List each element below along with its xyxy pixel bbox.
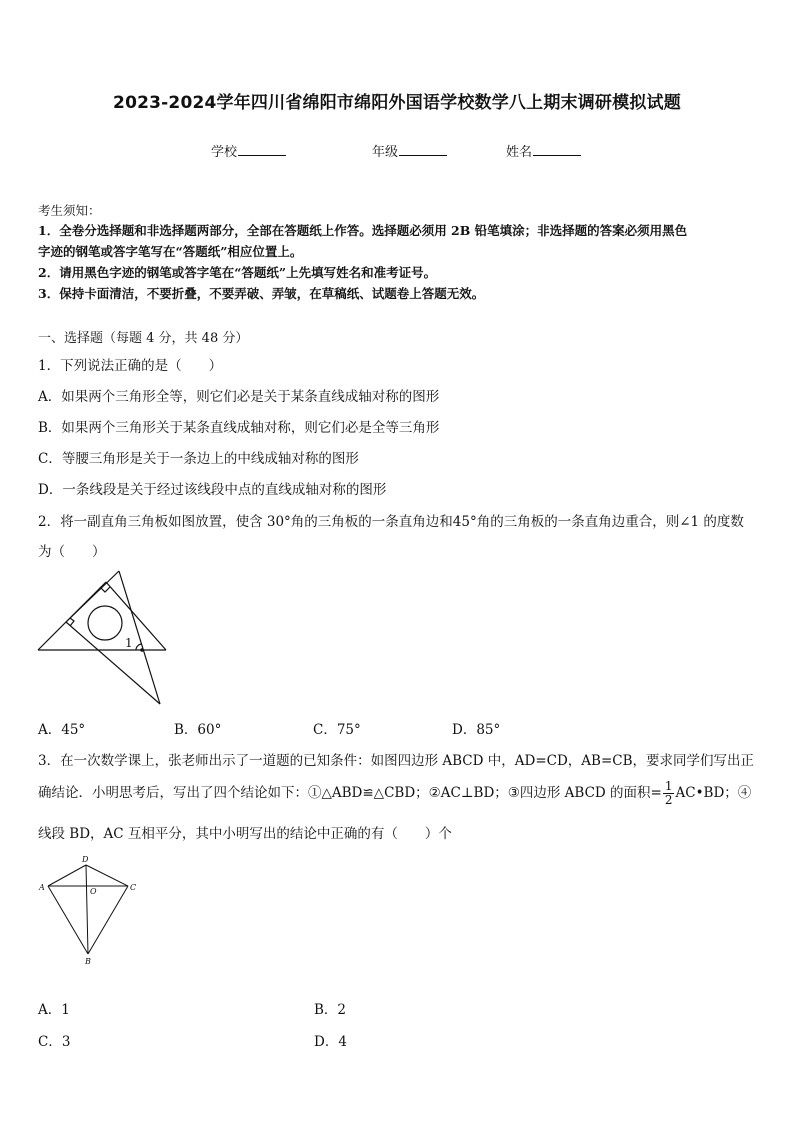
- q3-option-c[interactable]: C．3: [38, 1034, 71, 1050]
- q2-option-d[interactable]: D．85°: [452, 722, 501, 738]
- q2-option-a[interactable]: A．45°: [38, 722, 86, 738]
- q3-quadrilateral-figure: [36, 853, 146, 968]
- point-d-label: D: [82, 855, 89, 864]
- q3-option-a[interactable]: A．1: [38, 1002, 70, 1018]
- point-c-label: C: [130, 883, 137, 892]
- grade-label: 年级: [372, 145, 399, 160]
- name-blank[interactable]: [533, 143, 581, 156]
- q3-option-d[interactable]: D．4: [314, 1034, 347, 1050]
- q1-option-d[interactable]: D．一条线段是关于经过该线段中点的直线成轴对称的图形: [38, 482, 387, 498]
- point-a-label: A: [39, 883, 45, 892]
- q2-stem-line1: 2．将一副直角三角板如图放置，使含 30°角的三角板的一条直角边和45°角的三角板的一条直角边重合，则∠1 的度数: [38, 514, 744, 530]
- q3-option-b[interactable]: B．2: [314, 1002, 347, 1018]
- school-field[interactable]: [211, 141, 286, 160]
- q1-option-a[interactable]: A．如果两个三角形全等，则它们必是关于某条直线成轴对称的图形: [38, 389, 440, 405]
- name-label: 姓名: [506, 145, 533, 160]
- grade-field[interactable]: [372, 141, 447, 160]
- school-blank[interactable]: [238, 143, 286, 156]
- notice-item-1b: 字迹的钢笔或答字笔写在“答题纸”相应位置上。: [38, 244, 303, 259]
- q2-triangle-figure: [36, 568, 171, 708]
- point-o-label: O: [90, 887, 97, 896]
- q3-stem-line2: [38, 775, 751, 811]
- page-title: 2023-2024学年四川省绵阳市绵阳外国语学校数学八上期末调研模拟试题: [113, 93, 681, 113]
- notice-item-1a: 1．全卷分选择题和非选择题两部分，全部在答题纸上作答。选择题必须用 2B 铅笔填涂；非选择题的答案必须用黑色: [38, 223, 688, 238]
- angle-1-label: 1: [125, 636, 133, 650]
- q3-stem-line2-b: AC•BD；④: [675, 785, 752, 801]
- q1-stem: 1．下列说法正确的是（ ）: [38, 358, 223, 374]
- notice-item-2: 2．请用黑色字迹的钢笔或答字笔在“答题纸”上先填写姓名和准考证号。: [38, 265, 437, 280]
- section-heading: 一、选择题（每题 4 分，共 48 分）: [38, 331, 249, 346]
- q2-option-c[interactable]: C．75°: [313, 722, 361, 738]
- q3-stem-line1: 3．在一次数学课上，张老师出示了一道题的已知条件：如图四边形 ABCD 中，AD=CD，AB=CB，要求同学们写出正: [38, 753, 755, 769]
- school-label: 学校: [211, 145, 238, 160]
- notice-heading: 考生须知：: [38, 203, 101, 218]
- q2-stem-line2: 为（ ）: [38, 544, 106, 560]
- fraction-numerator: 1: [664, 779, 673, 793]
- q2-option-b[interactable]: B．60°: [174, 722, 222, 738]
- notice-item-3: 3．保持卡面清洁，不要折叠，不要弄破、弄皱，在草稿纸、试题卷上答题无效。: [38, 286, 485, 301]
- q1-option-b[interactable]: B．如果两个三角形关于某条直线成轴对称，则它们必是全等三角形: [38, 420, 440, 436]
- grade-blank[interactable]: [399, 143, 447, 156]
- q3-stem-line3: 线段 BD，AC 互相平分，其中小明写出的结论中正确的有（ ）个: [38, 826, 452, 842]
- q1-option-c[interactable]: C．等腰三角形是关于一条边上的中线成轴对称的图形: [38, 451, 359, 467]
- q3-stem-line2-a: 确结论．小明思考后，写出了四个结论如下：①△ABD≌△CBD；②AC⊥BD；③四边形 ABCD 的面积=: [38, 785, 662, 801]
- fraction-denominator: 2: [664, 793, 673, 807]
- name-field[interactable]: [506, 141, 581, 160]
- point-b-label: B: [85, 957, 91, 966]
- fraction-half: [663, 780, 675, 807]
